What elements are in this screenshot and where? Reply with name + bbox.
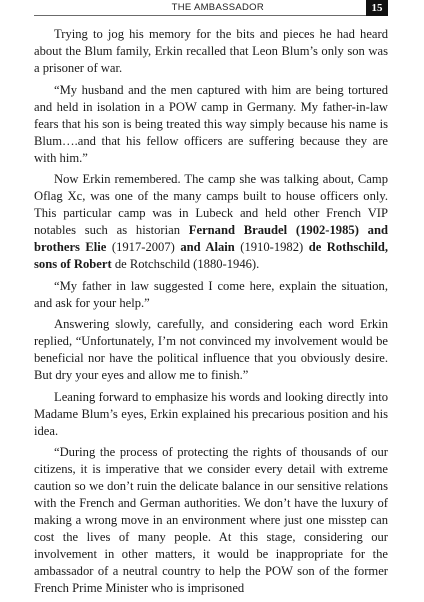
- paragraph: [34, 278, 388, 312]
- paragraph: [34, 171, 388, 273]
- text-run: Now Erkin remembered. The camp she was talking about, Camp Oflag Xc, was one of the many camps built to house officers only. This particular camp was in Lubeck and held other French VIP notables such as historian: [34, 172, 388, 237]
- paragraph: [34, 389, 388, 440]
- text-run: “My father in law suggested I come here, explain the situation, and ask for your help.”: [34, 278, 388, 310]
- text-run: (1910-1982): [234, 240, 309, 254]
- bold-run: Fernand Braudel (1902-1985) and brothers Elie: [34, 223, 388, 254]
- page-number: 15: [366, 0, 388, 16]
- running-title: [0, 1, 356, 15]
- paragraph: [34, 26, 388, 77]
- text-run: “My husband and the men captured with him are being tortured and held in isolation in a POW camp in Germany. My father-in-law fears that his son is being treated this way simply because his name is Blum….and that his fellow officers are suffering because they are with him.”: [34, 82, 388, 165]
- paragraph: [34, 82, 388, 167]
- text-run: “During the process of protecting the rights of thousands of our citizens, it is imperative that we consider every detail with extreme caution so we don’t ruin the delicate balance in our sensitive relations with the French and German authorities. We don’t have the luxury of making a wrong move in an environment where just one misstep can cost the lives of many people. At this stage, considering our involvement in other matters, it would be inappropriate for the ambassador of a neutral country to help the POW son of the former French Prime Minister who is imprisoned: [34, 445, 388, 595]
- paragraph: [34, 444, 388, 597]
- bold-run: and Alain: [180, 240, 235, 254]
- bold-run: de Rothschild, sons of Robert: [34, 240, 389, 271]
- text-run: de Rotchschild (1880-1946).: [111, 257, 260, 271]
- page-header: [0, 0, 424, 16]
- paragraph: [34, 316, 388, 384]
- text-run: Answering slowly, carefully, and considering each word Erkin replied, “Unfortunately, I’m not convinced my involvement would be beneficial nor have the political influence that you obviously desire. But dry your eyes and allow me to finish.”: [34, 317, 388, 382]
- text-run: (1917-2007): [106, 240, 181, 254]
- body-text: [34, 26, 388, 602]
- text-run: Trying to jog his memory for the bits and pieces he had heard about the Blum family, Erkin recalled that Leon Blum’s only son was a prisoner of war.: [34, 27, 388, 75]
- text-run: Leaning forward to emphasize his words and looking directly into Madame Blum’s eyes, Erkin explained his precarious position and his idea.: [34, 389, 388, 438]
- running-title-text: THE AMBASSADOR: [171, 2, 264, 13]
